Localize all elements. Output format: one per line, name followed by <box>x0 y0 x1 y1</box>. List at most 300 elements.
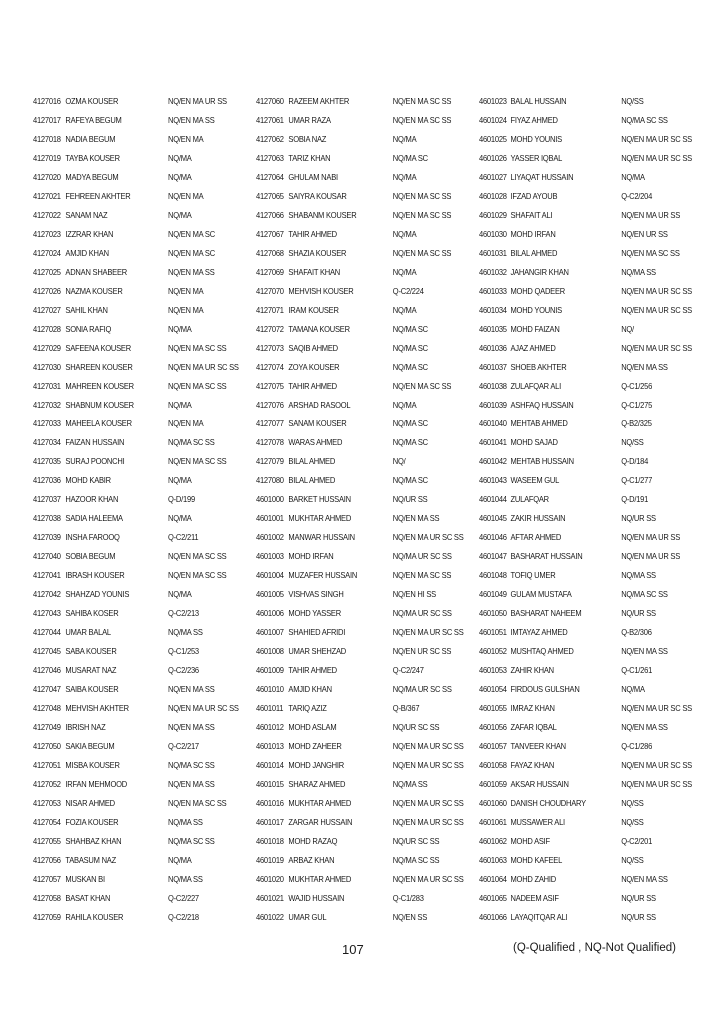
candidate-name: MEHTAB HUSSAIN <box>510 456 574 467</box>
table-row <box>256 339 458 358</box>
roll-number: 4601006 <box>256 608 284 619</box>
roll-number: 4601047 <box>479 551 507 562</box>
table-row <box>256 566 458 585</box>
candidate-name: VISHVAS SINGH <box>288 589 344 600</box>
result-status: NQ/MA SC SS <box>392 854 440 865</box>
roll-number: 4127055 <box>33 835 61 846</box>
result-status: Q-C1/277 <box>621 475 653 486</box>
candidate-name: UMAR BALAL <box>65 627 111 638</box>
roll-number: 4127065 <box>256 190 284 201</box>
candidate-name: MOHD ASIF <box>510 835 550 846</box>
result-status: Q-C2/213 <box>168 608 199 619</box>
roll-number: 4127066 <box>256 209 284 220</box>
result-status: NQ/EN MA UR SC SS <box>621 703 692 713</box>
candidate-name: ZAFAR IQBAL <box>510 721 557 732</box>
candidate-name: IFZAD AYOUB <box>510 190 558 201</box>
candidate-name: TAHIR AHMED <box>288 380 337 391</box>
result-status: NQ/MA SS <box>168 627 203 638</box>
roll-number: 4127020 <box>33 171 61 182</box>
roll-number: 4127045 <box>33 646 61 657</box>
table-row <box>479 452 677 471</box>
candidate-name: FEHREEN AKHTER <box>65 190 131 201</box>
table-row <box>479 547 681 566</box>
candidate-name: TAHIR AHMED <box>288 228 337 239</box>
candidate-name: TOFIQ UMER <box>510 570 556 581</box>
table-row <box>479 187 677 206</box>
table-row <box>256 718 458 737</box>
roll-number: 4127079 <box>256 456 284 467</box>
roll-number: 4127042 <box>33 589 61 600</box>
candidate-name: JAHANGIR KHAN <box>510 266 569 277</box>
candidate-name: MEHTAB AHMED <box>510 418 568 429</box>
result-status: NQ/EN MA UR SC SS <box>621 759 692 770</box>
candidate-name: ADNAN SHABEER <box>65 266 127 277</box>
result-status: Q-C1/256 <box>621 380 653 391</box>
table-row <box>256 490 458 509</box>
candidate-name: BASHARAT HUSSAIN <box>510 551 583 562</box>
roll-number: 4127024 <box>33 247 61 258</box>
table-row <box>33 282 238 301</box>
roll-number: 4127053 <box>33 797 61 808</box>
table-row <box>256 130 458 149</box>
table-row <box>479 130 692 149</box>
table-row <box>479 339 692 358</box>
candidate-name: LAYAQITQAR ALI <box>510 911 568 922</box>
roll-number: 4127019 <box>33 152 61 163</box>
result-status: NQ/MA UR SC SS <box>392 608 452 619</box>
result-status: Q-C2/227 <box>168 892 199 903</box>
result-status: NQ/EN MA SC <box>168 247 215 258</box>
candidate-name: SHABNUM KOUSER <box>65 399 134 410</box>
table-row <box>479 851 677 870</box>
candidate-name: IRAM KOUSER <box>288 304 339 315</box>
candidate-name: ZULAFQAR <box>510 494 549 505</box>
table-row <box>256 263 458 282</box>
result-status: NQ/EN MA UR SS <box>621 551 681 562</box>
candidate-name: BILAL AHMED <box>288 475 336 486</box>
candidate-name: SOBIA BEGUM <box>65 551 116 562</box>
result-status: NQ/EN UR SS <box>621 228 668 239</box>
candidate-name: MOHD SAJAD <box>510 437 558 448</box>
candidate-name: MOHD ZAHEER <box>288 740 342 751</box>
table-row <box>256 149 458 168</box>
roll-number: 4601053 <box>479 665 507 676</box>
roll-number: 4601000 <box>256 494 284 505</box>
roll-number: 4601035 <box>479 323 507 334</box>
table-row <box>479 358 677 377</box>
candidate-name: SHAFAIT KHAN <box>288 266 341 277</box>
table-row <box>479 206 681 225</box>
roll-number: 4601025 <box>479 133 507 144</box>
candidate-name: SHAHBAZ KHAN <box>65 835 122 846</box>
candidate-name: NAZMA KOUSER <box>65 285 123 296</box>
table-row <box>256 471 458 490</box>
table-row <box>33 433 238 452</box>
roll-number: 4127022 <box>33 209 61 220</box>
table-row <box>256 889 458 908</box>
roll-number: 4601031 <box>479 247 507 258</box>
roll-number: 4127057 <box>33 873 61 884</box>
table-row <box>33 680 238 699</box>
candidate-name: UMAR RAZA <box>288 114 331 125</box>
table-row <box>33 320 238 339</box>
table-row <box>479 642 677 661</box>
result-status: NQ/EN MA SC SS <box>621 247 680 258</box>
table-row <box>33 168 238 187</box>
result-status: NQ/EN MA SC SS <box>392 190 452 201</box>
roll-number: 4601061 <box>479 816 507 827</box>
roll-number: 4127030 <box>33 361 61 372</box>
candidate-name: TARIQ AZIZ <box>288 703 327 713</box>
table-row <box>33 699 238 718</box>
table-row <box>479 889 677 908</box>
candidate-name: UMAR GUL <box>288 911 327 922</box>
result-status: NQ/MA <box>621 171 645 182</box>
result-status: NQ/MA <box>168 854 192 865</box>
candidate-name: SAFEENA KOUSER <box>65 342 131 353</box>
result-status: NQ/EN MA SS <box>168 721 215 732</box>
table-row <box>33 130 238 149</box>
roll-number: 4601001 <box>256 513 284 524</box>
table-row <box>256 282 458 301</box>
roll-number: 4127041 <box>33 570 61 581</box>
table-row <box>479 604 677 623</box>
result-status: NQ/EN MA UR SC SS <box>621 342 692 353</box>
table-row <box>256 870 464 889</box>
candidate-name: IZZRAR KHAN <box>65 228 114 239</box>
table-row <box>256 737 464 756</box>
result-status: NQ/MA <box>392 171 417 182</box>
roll-number: 4127072 <box>256 323 284 334</box>
roll-number: 4127067 <box>256 228 284 239</box>
candidate-name: SHAHIED AFRIDI <box>288 627 346 638</box>
roll-number: 4127034 <box>33 437 61 448</box>
table-row <box>479 908 677 927</box>
result-status: NQ/EN MA UR SC SS <box>392 532 464 543</box>
result-status: NQ/EN MA UR SC SS <box>392 873 464 884</box>
table-row <box>256 851 458 870</box>
candidate-name: MISBA KOUSER <box>65 759 120 770</box>
table-row <box>479 396 677 415</box>
candidate-name: MAHREEN KOUSER <box>65 380 134 391</box>
result-status: Q-B2/325 <box>621 418 652 429</box>
candidate-name: MUKHTAR AHMED <box>288 513 352 524</box>
candidate-name: ZARGAR HUSSAIN <box>288 816 353 827</box>
table-row <box>256 585 458 604</box>
roll-number: 4127075 <box>256 380 284 391</box>
result-status: Q-B2/306 <box>621 627 652 638</box>
table-row <box>33 149 238 168</box>
table-row <box>33 244 238 263</box>
candidate-name: SABA KOUSER <box>65 646 117 657</box>
roll-number: 4127016 <box>33 96 61 106</box>
candidate-name: MOHD YOUNIS <box>510 304 562 315</box>
roll-number: 4601023 <box>479 96 507 106</box>
roll-number: 4127048 <box>33 703 61 713</box>
candidate-name: MEHVISH AKHTER <box>65 703 129 713</box>
roll-number: 4127043 <box>33 608 61 619</box>
table-row <box>479 320 677 339</box>
candidate-name: IBRASH KOUSER <box>65 570 125 581</box>
roll-number: 4601011 <box>256 703 284 713</box>
table-row <box>479 528 681 547</box>
result-status: NQ/EN MA <box>168 304 204 315</box>
candidate-name: BASAT KHAN <box>65 892 111 903</box>
roll-number: 4601056 <box>479 721 507 732</box>
table-row <box>256 358 458 377</box>
candidate-name: SADIA HALEEMA <box>65 513 123 524</box>
table-row <box>33 263 238 282</box>
result-status: NQ/EN MA SS <box>621 361 668 372</box>
table-row <box>479 263 677 282</box>
table-row <box>256 794 464 813</box>
result-status: Q-C2/247 <box>392 665 424 676</box>
table-row <box>33 604 238 623</box>
result-status: NQ/SS <box>621 437 644 448</box>
candidate-name: TABASUM NAZ <box>65 854 116 865</box>
candidate-name: MOHD IRFAN <box>510 228 556 239</box>
table-row <box>479 149 692 168</box>
result-status: Q-C1/261 <box>621 665 653 676</box>
candidate-name: ASHFAQ HUSSAIN <box>510 399 574 410</box>
result-status: NQ/EN MA SC SS <box>392 96 452 106</box>
result-status: NQ/EN MA <box>168 285 204 296</box>
candidate-name: BASHARAT NAHEEM <box>510 608 582 619</box>
table-row <box>33 832 238 851</box>
result-status: Q-C2/211 <box>168 532 199 543</box>
result-status: NQ/EN MA SC <box>168 228 215 239</box>
result-status: NQ/EN MA UR SC SS <box>621 304 692 315</box>
candidate-name: ZOYA KOUSER <box>288 361 340 372</box>
table-row <box>256 642 458 661</box>
candidate-name: MOHD RAZAQ <box>288 835 338 846</box>
candidate-name: AMJID KHAN <box>288 684 332 695</box>
roll-number: 4127039 <box>33 532 61 543</box>
roll-number: 4601066 <box>479 911 507 922</box>
roll-number: 4601045 <box>479 513 507 524</box>
roll-number: 4601028 <box>479 190 507 201</box>
roll-number: 4601018 <box>256 835 284 846</box>
roll-number: 4601014 <box>256 759 284 770</box>
table-row <box>256 111 458 130</box>
table-row <box>33 737 238 756</box>
result-status: NQ/EN MA SC SS <box>168 797 227 808</box>
roll-number: 4127028 <box>33 323 61 334</box>
roll-number: 4127073 <box>256 342 284 353</box>
table-row <box>33 718 238 737</box>
roll-number: 4601024 <box>479 114 507 125</box>
result-status: NQ/MA SS <box>392 778 428 789</box>
roll-number: 4601058 <box>479 759 507 770</box>
candidate-name: BARKET HUSSAIN <box>288 494 351 505</box>
table-row <box>33 206 238 225</box>
result-status: NQ/MA <box>168 152 192 163</box>
result-status: NQ/MA SC SS <box>621 114 668 125</box>
result-status: NQ/EN MA UR SC SS <box>392 797 464 808</box>
roll-number: 4127051 <box>33 759 61 770</box>
candidate-name: SAHIL KHAN <box>65 304 108 315</box>
table-row <box>33 566 238 585</box>
candidate-name: RAFEYA BEGUM <box>65 114 122 125</box>
table-row <box>256 396 458 415</box>
candidate-name: IRFAN MEHMOOD <box>65 778 127 789</box>
table-row <box>256 604 458 623</box>
result-status: NQ/MA <box>168 171 192 182</box>
result-status: NQ/EN MA UR SC SS <box>392 816 464 827</box>
candidate-name: IMTAYAZ AHMED <box>510 627 568 638</box>
candidate-name: SHOEB AKHTER <box>510 361 567 372</box>
result-status: NQ/EN MA UR SC SS <box>392 759 464 770</box>
candidate-name: FAYAZ KHAN <box>510 759 555 770</box>
result-status: NQ/MA <box>168 589 192 600</box>
candidate-name: MOHD QADEER <box>510 285 565 296</box>
result-status: NQ/MA SC <box>392 361 428 372</box>
roll-number: 4601026 <box>479 152 507 163</box>
table-row <box>256 168 458 187</box>
table-row <box>479 718 677 737</box>
roll-number: 4601039 <box>479 399 507 410</box>
candidate-name: BILAL AHMED <box>510 247 558 258</box>
table-row <box>33 92 238 111</box>
result-status: NQ/EN MA SC SS <box>168 380 227 391</box>
candidate-name: MOHD KAFEEL <box>510 854 563 865</box>
roll-number: 4601044 <box>479 494 507 505</box>
table-row <box>256 320 458 339</box>
candidate-name: LIYAQAT HUSSAIN <box>510 171 574 182</box>
result-status: NQ/EN MA UR SS <box>168 96 227 106</box>
roll-number: 4601043 <box>479 475 507 486</box>
result-status: NQ/UR SC SS <box>392 835 440 846</box>
candidate-name: FOZIA KOUSER <box>65 816 119 827</box>
candidate-name: MOHD ZAHID <box>510 873 556 884</box>
table-row <box>479 168 677 187</box>
table-row <box>33 661 238 680</box>
result-status: NQ/MA <box>621 684 645 695</box>
candidate-name: SAHIBA KOSER <box>65 608 119 619</box>
candidate-name: AFTAR AHMED <box>510 532 562 543</box>
result-status: NQ/EN MA SC SS <box>392 209 452 220</box>
result-status: NQ/MA SC <box>392 323 428 334</box>
result-status: NQ/MA <box>392 133 417 144</box>
roll-number: 4601020 <box>256 873 284 884</box>
candidate-name: SAIYRA KOUSAR <box>288 190 347 201</box>
table-row <box>479 471 677 490</box>
candidate-name: RAHILA KOUSER <box>65 911 124 922</box>
result-status: NQ/EN MA SC SS <box>392 114 452 125</box>
table-row <box>256 92 458 111</box>
roll-number: 4127071 <box>256 304 284 315</box>
result-status: NQ/MA UR SC SS <box>392 551 452 562</box>
result-status: Q-C2/204 <box>621 190 653 201</box>
table-row <box>33 339 238 358</box>
roll-number: 4127031 <box>33 380 61 391</box>
roll-number: 4127068 <box>256 247 284 258</box>
table-row <box>256 680 458 699</box>
table-row <box>33 358 238 377</box>
candidate-name: ARBAZ KHAN <box>288 854 335 865</box>
table-row <box>256 756 464 775</box>
roll-number: 4127027 <box>33 304 61 315</box>
page-number: 107 <box>342 942 364 957</box>
result-status: NQ/UR SC SS <box>392 721 440 732</box>
roll-number: 4127049 <box>33 721 61 732</box>
roll-number: 4601037 <box>479 361 507 372</box>
roll-number: 4601040 <box>479 418 507 429</box>
roll-number: 4127062 <box>256 133 284 144</box>
candidate-name: WARAS AHMED <box>288 437 343 448</box>
candidate-name: ZAHIR KHAN <box>510 665 554 676</box>
candidate-name: MOHD JANGHIR <box>288 759 344 770</box>
candidate-name: SAQIB AHMED <box>288 342 338 353</box>
result-status: NQ/EN MA SS <box>621 721 668 732</box>
roll-number: 4127023 <box>33 228 61 239</box>
table-row <box>479 225 677 244</box>
roll-number: 4601062 <box>479 835 507 846</box>
candidate-name: UMAR SHEHZAD <box>288 646 347 657</box>
table-row <box>33 452 238 471</box>
result-status: NQ/MA SC <box>392 152 428 163</box>
result-status: NQ/EN MA SS <box>168 114 215 125</box>
candidate-name: SOBIA NAZ <box>288 133 327 144</box>
result-status: Q-C1/275 <box>621 399 653 410</box>
candidate-name: MANWAR HUSSAIN <box>288 532 355 543</box>
candidate-name: IBRISH NAZ <box>65 721 106 732</box>
table-row <box>479 490 677 509</box>
candidate-name: MOHD YASSER <box>288 608 341 619</box>
roll-number: 4127040 <box>33 551 61 562</box>
table-row <box>479 433 677 452</box>
result-status: NQ/EN MA SS <box>621 646 668 657</box>
candidate-name: SAIBA KOUSER <box>65 684 119 695</box>
roll-number: 4127032 <box>33 399 61 410</box>
candidate-name: FIRDOUS GULSHAN <box>510 684 580 695</box>
roll-number: 4127080 <box>256 475 284 486</box>
roll-number: 4601021 <box>256 892 284 903</box>
result-status: NQ/UR SS <box>392 494 428 505</box>
table-row <box>256 623 464 642</box>
result-status: NQ/MA SC <box>392 437 428 448</box>
table-row <box>33 414 238 433</box>
result-status: NQ/SS <box>621 96 644 106</box>
roll-number: 4127060 <box>256 96 284 106</box>
table-row <box>33 851 238 870</box>
candidate-name: MUZAFER HUSSAIN <box>288 570 358 581</box>
result-status: NQ/EN MA SC SS <box>392 247 452 258</box>
roll-number: 4127058 <box>33 892 61 903</box>
table-row <box>479 832 677 851</box>
roll-number: 4601033 <box>479 285 507 296</box>
roll-number: 4127046 <box>33 665 61 676</box>
table-row <box>479 699 692 718</box>
candidate-name: MUSHTAQ AHMED <box>510 646 574 657</box>
result-status: NQ/EN MA SC SS <box>168 551 227 562</box>
candidate-name: MEHVISH KOUSER <box>288 285 354 296</box>
candidate-name: MOHD IRFAN <box>288 551 334 562</box>
result-status: NQ/EN MA SC SS <box>392 570 452 581</box>
result-status: NQ/EN MA <box>168 133 204 144</box>
roll-number: 4601057 <box>479 740 507 751</box>
roll-number: 4601060 <box>479 797 507 808</box>
roll-number: 4127059 <box>33 911 61 922</box>
roll-number: 4601019 <box>256 854 284 865</box>
table-row <box>33 813 238 832</box>
result-status: NQ/EN MA UR SS <box>621 209 681 220</box>
result-status: NQ/EN MA UR SC SS <box>621 285 692 296</box>
result-status: NQ/MA SC SS <box>168 759 215 770</box>
candidate-name: TAHIR AHMED <box>288 665 337 676</box>
table-row <box>33 870 238 889</box>
table-row <box>479 92 677 111</box>
